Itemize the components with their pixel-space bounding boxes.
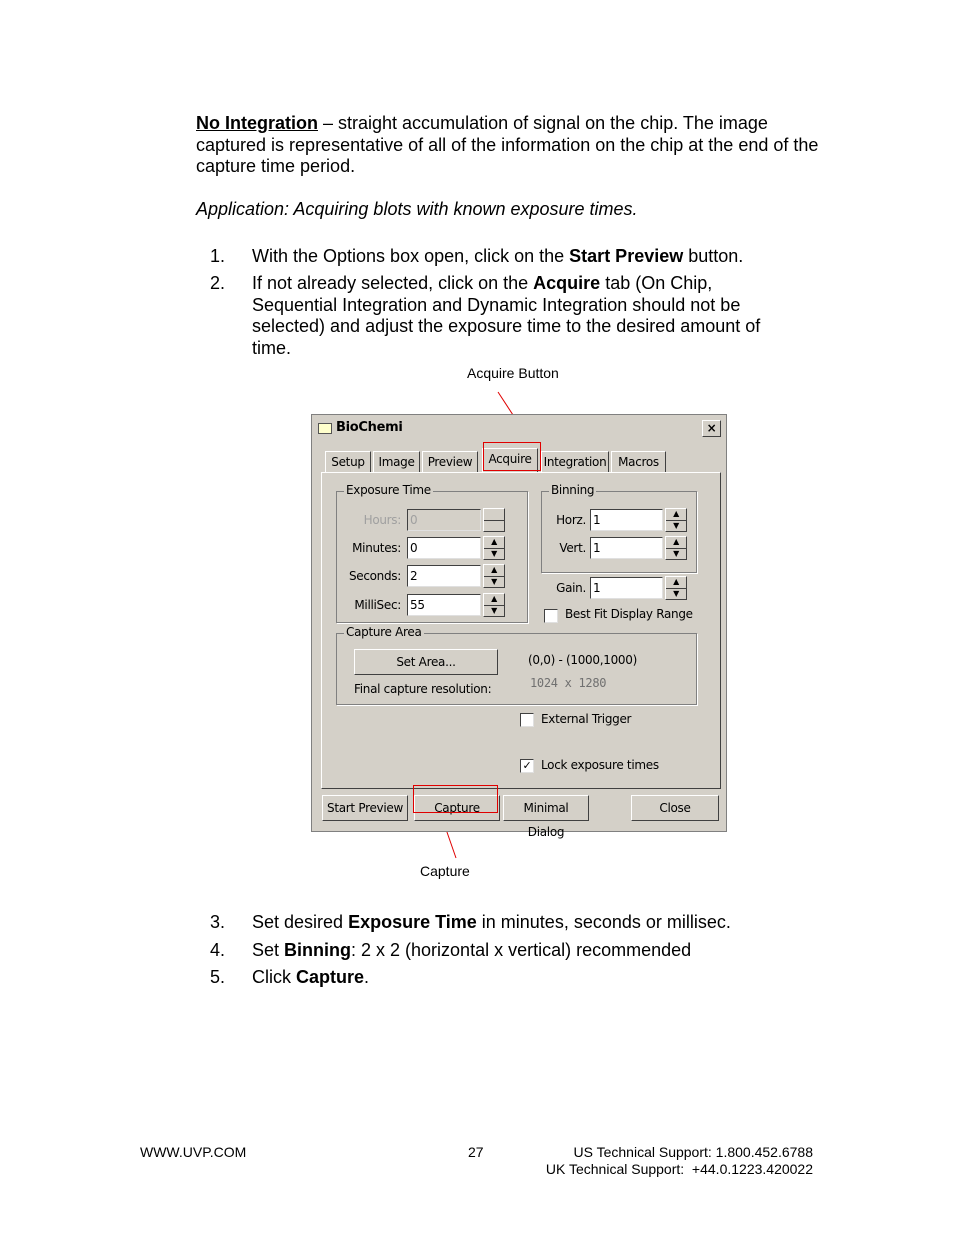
dialog-title: BioChemi: [336, 420, 403, 435]
capture-area-label: Capture Area: [346, 625, 422, 639]
binning-label: Binning: [551, 483, 595, 497]
best-fit-label: Best Fit Display Range: [565, 607, 693, 621]
capture-callout: Capture: [420, 863, 470, 879]
close-button[interactable]: Close: [631, 795, 719, 821]
biochemi-dialog: [311, 414, 727, 839]
acquire-panel: [321, 472, 721, 789]
gain-spinner[interactable]: ▲ ▼: [665, 576, 687, 600]
seconds-label: Seconds:: [348, 569, 401, 583]
capture-area-group: [336, 625, 697, 705]
section-heading: No Integration: [196, 113, 318, 133]
external-trigger-checkbox[interactable]: [520, 713, 534, 727]
us-support: US Technical Support: 1.800.452.6788: [573, 1144, 813, 1160]
gain-label: Gain.: [556, 581, 586, 595]
horz-field[interactable]: 1: [590, 509, 663, 531]
exposure-time-group: [336, 483, 528, 623]
footer-website: WWW.UVP.COM: [140, 1144, 247, 1160]
final-resolution-label: Final capture resolution:: [354, 682, 492, 696]
title-bar: [314, 417, 724, 439]
millisec-label: MilliSec:: [354, 598, 401, 612]
capture-coords: (0,0) - (1000,1000): [528, 653, 637, 667]
seconds-field[interactable]: 2: [407, 565, 481, 587]
external-trigger-label: External Trigger: [541, 712, 632, 726]
vert-field[interactable]: 1: [590, 537, 663, 559]
hours-spinner[interactable]: [483, 508, 505, 532]
hours-field[interactable]: 0: [407, 509, 481, 531]
vert-spinner[interactable]: ▲ ▼: [665, 536, 687, 560]
millisec-spinner[interactable]: ▲ ▼: [483, 593, 505, 617]
page-number: 27: [468, 1144, 484, 1160]
intro-text: – straight accumulation of signal on the chip. The image captured is representative of all of the information on the chip at the end of the capture time period.: [196, 113, 819, 176]
acquire-highlight-box: [483, 442, 541, 471]
uk-support: UK Technical Support: +44.0.1223.420022: [545, 1161, 813, 1177]
exposure-time-label: Exposure Time: [346, 483, 431, 497]
lock-exposure-checkbox[interactable]: ✓: [520, 759, 534, 773]
binning-group: [541, 483, 697, 573]
horz-spinner[interactable]: ▲ ▼: [665, 508, 687, 532]
capture-highlight-box: [413, 785, 498, 813]
minutes-field[interactable]: 0: [407, 537, 481, 559]
app-icon: [318, 423, 332, 434]
best-fit-checkbox[interactable]: [544, 609, 558, 623]
tab-setup[interactable]: Setup: [325, 451, 371, 473]
hours-label: Hours:: [363, 513, 401, 527]
minutes-spinner[interactable]: ▲ ▼: [483, 536, 505, 560]
millisec-field[interactable]: 55: [407, 594, 481, 616]
lock-exposure-label: Lock exposure times: [541, 758, 659, 772]
tab-macros[interactable]: Macros: [611, 451, 666, 473]
start-preview-button[interactable]: Start Preview: [322, 795, 408, 821]
horz-label: Horz.: [556, 513, 586, 527]
tab-preview[interactable]: Preview: [422, 451, 478, 473]
tab-image[interactable]: Image: [373, 451, 420, 473]
vert-label: Vert.: [559, 541, 586, 555]
set-area-button[interactable]: Set Area...: [354, 649, 498, 675]
close-icon[interactable]: ×: [702, 420, 721, 437]
seconds-spinner[interactable]: ▲ ▼: [483, 564, 505, 588]
tab-integration[interactable]: Integration: [541, 451, 609, 473]
capture-button[interactable]: Capture: [414, 795, 500, 821]
minutes-label: Minutes:: [352, 541, 401, 555]
minimal-dialog-button[interactable]: Minimal Dialog: [503, 795, 589, 821]
acquire-button-callout: Acquire Button: [467, 365, 559, 381]
gain-field[interactable]: 1: [590, 577, 663, 599]
application-note: Application: Acquiring blots with known exposure times.: [196, 199, 638, 219]
tab-acquire[interactable]: Acquire: [482, 448, 538, 473]
final-resolution-value: 1024 x 1280: [530, 676, 607, 690]
